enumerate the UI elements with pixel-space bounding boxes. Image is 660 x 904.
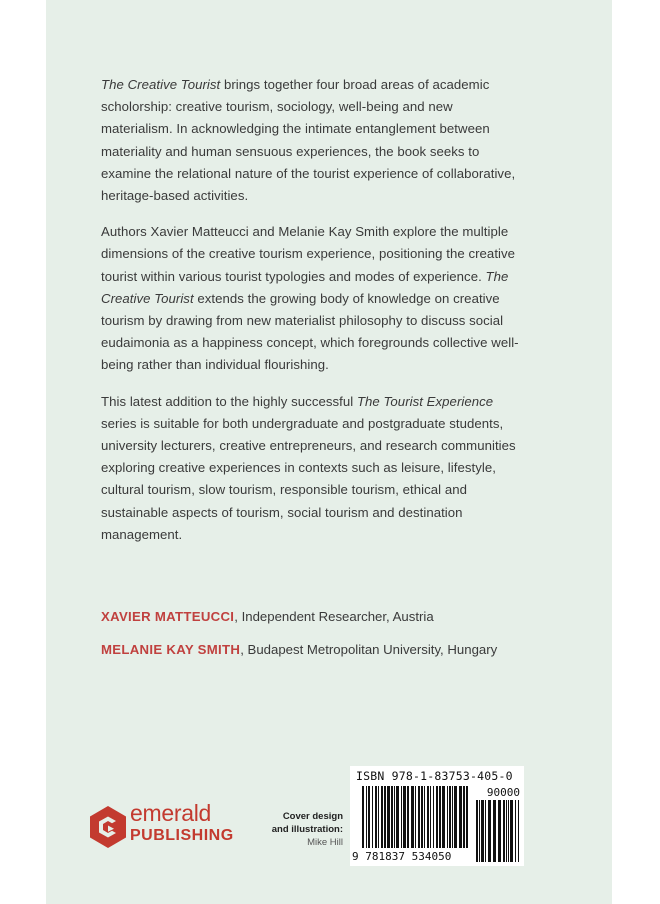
barcode-bar — [424, 786, 425, 848]
barcode-bar — [368, 786, 370, 848]
barcode-bar — [418, 786, 420, 848]
author-2 — [101, 642, 497, 657]
barcode-bar — [433, 786, 434, 848]
barcode-bar — [403, 786, 406, 848]
barcode-bar — [421, 786, 423, 848]
book-title: The Creative Tourist — [101, 268, 509, 306]
author-1 — [101, 609, 434, 624]
book-title: The Creative Tourist — [101, 77, 221, 92]
barcode-bar — [387, 786, 390, 848]
author-name: XAVIER MATTEUCCI — [101, 609, 235, 624]
barcode-bar — [430, 786, 431, 848]
paragraph-text: This latest addition to the highly successful — [101, 393, 357, 409]
barcode-bar — [381, 786, 383, 848]
barcode-bar — [498, 800, 501, 862]
paragraph-text: Authors Xavier Matteucci and Melanie Kay Smith explore the multiple dimensions of the creative tourism experience, positioning the creative tourist within various tourist typologies and modes of experience. — [101, 224, 516, 284]
publisher-subtitle: PUBLISHING — [130, 827, 234, 844]
barcode-bar — [427, 786, 429, 848]
barcode-bar — [485, 800, 486, 862]
barcode-bar — [449, 786, 451, 848]
barcode-bar — [493, 800, 496, 862]
barcode-bar — [447, 786, 448, 848]
barcode-bar — [510, 800, 513, 862]
barcode-bar — [396, 786, 399, 848]
author-affiliation: , Budapest Metropolitan University, Hungary — [240, 642, 498, 657]
barcode-bar — [515, 800, 516, 862]
barcode-bar — [378, 786, 379, 848]
author-name: MELANIE KAY SMITH — [101, 642, 241, 657]
credit-name: Mike Hill — [307, 837, 343, 848]
barcode-bar — [506, 800, 507, 862]
blurb-paragraph-2 — [101, 221, 521, 376]
barcode-bar — [401, 786, 402, 848]
barcode-bar — [466, 786, 468, 848]
barcode-bar — [454, 786, 457, 848]
barcode-bar — [488, 800, 491, 862]
blurb-paragraph-3 — [101, 391, 521, 546]
blurb — [101, 74, 521, 560]
barcode-bar — [479, 800, 480, 862]
barcode-addon: 90000 — [486, 786, 520, 799]
series-title: The Tourist Experience — [356, 393, 494, 409]
barcode-bar — [463, 786, 465, 848]
publisher-logo — [88, 800, 248, 856]
credit-label-1: Cover design — [282, 811, 343, 822]
author-affiliation: , Independent Researcher, Austria — [234, 609, 434, 624]
barcode-bar — [476, 800, 478, 862]
barcode-bar — [372, 786, 373, 848]
barcode-bar — [384, 786, 386, 848]
paragraph-text: extends the growing body of knowledge on creative tourism by drawing from new materialist philosophy to discuss social eudaimonia as a happiness concept, which foregrounds collective well-being rather than individual flourishing. — [101, 290, 519, 373]
barcode-bar — [415, 786, 416, 848]
barcode-digits: 9 781837 534050 — [352, 850, 452, 863]
barcode-bar — [362, 786, 364, 848]
barcode-bar — [452, 786, 453, 848]
barcode-bar — [375, 786, 377, 848]
barcode-bar — [436, 786, 438, 848]
barcode-bar — [366, 786, 367, 848]
barcode — [350, 766, 524, 866]
publisher-name: emerald — [130, 800, 211, 826]
credit-label-2: and illustration: — [271, 824, 343, 835]
barcode-bar — [411, 786, 414, 848]
barcode-bar — [439, 786, 441, 848]
barcode-bar — [518, 800, 519, 862]
barcode-bar — [394, 786, 395, 848]
barcode-bar — [481, 800, 484, 862]
emerald-hexagon-icon — [88, 805, 128, 849]
barcode-bar — [508, 800, 509, 862]
paragraph-text: brings together four broad areas of academic scholorship: creative tourism, sociology, well-being and new materialism. In acknowledging the intimate entanglement between materiality and human sensuous experiences, the book seeks to examine the relational nature of the tourist experience of collaborative, heritage-based activities. — [101, 77, 516, 204]
blurb-paragraph-1 — [101, 74, 521, 207]
barcode-bar — [503, 800, 505, 862]
isbn-number: ISBN 978-1-83753-405-0 — [356, 769, 513, 783]
barcode-bar — [407, 786, 409, 848]
paragraph-text: series is suitable for both undergraduate and postgraduate students, university lecturers, creative entrepreneurs, and research communities exploring creative experiences in contexts such as leisure, lifestyle, cultural tourism, slow tourism, responsible tourism, ethical and sustainable aspects of tourism, social tourism and destination management. — [101, 415, 516, 542]
cover-credit — [255, 810, 343, 849]
barcode-bar — [442, 786, 445, 848]
barcode-bar — [391, 786, 393, 848]
barcode-bar — [459, 786, 462, 848]
